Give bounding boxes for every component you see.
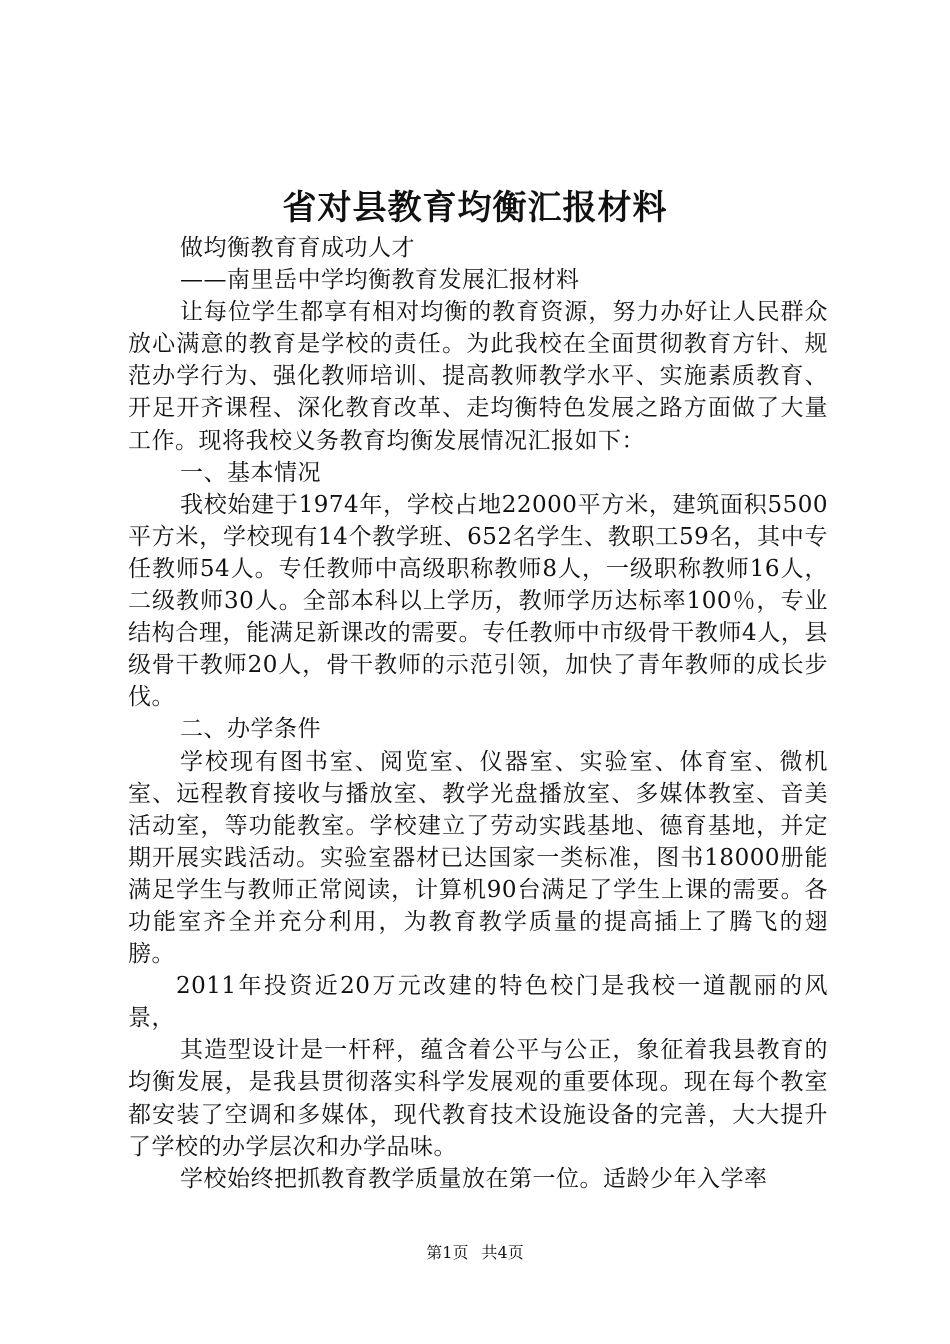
paragraph-quality: 学校始终把抓教育教学质量放在第一位。适龄少年入学率 [180,1165,768,1192]
section-heading-basic: 一、基本情况 [180,459,321,486]
paragraph-basic: 我校始建于1974年，学校占地22000平方米，建筑面积5500平方米，学校现有14个教学班、652名学生、教职工59名，其中专任教师54人。专任教师中高级职称教师8人，一级职称教师16人，二级教师30人。全部本科以上学历，教师学历达标率100％，专业结构合理，能满足新课改的需要。专任教师中市级骨干教师4人，县级骨干教师20人，骨干教师的示范引领，加快了青年教师的成长步伐。 [128,491,828,711]
subtitle: 做均衡教育育成功人才 [180,235,415,261]
page-footer [0,1242,950,1264]
subtitle-source: ——南里岳中学均衡教育发展汇报材料 [180,267,580,294]
page-number: 第1页 [426,1243,469,1262]
paragraph-conditions: 学校现有图书室、阅览室、仪器室、实验室、体育室、微机室、远程教育接收与播放室、教学光盘播放室、多媒体教室、音美活动室，等功能教室。学校建立了劳动实践基地、德育基地，并定期开展实践活动。实验室器材已达国家一类标准，图书18000册能满足学生与教师正常阅读，计算机90台满足了学生上课的需要。各功能室齐全并充分利用，为教育教学质量的提高插上了腾飞的翅膀。 [128,748,828,968]
section-heading-conditions: 二、办学条件 [180,716,321,743]
paragraph-gate-design: 其造型设计是一杆秤，蕴含着公平与公正，象征着我县教育的均衡发展，是我县贯彻落实科学发展观的重要体现。现在每个教室都安装了空调和多媒体，现代教育技术设施设备的完善，大大提升了学校的办学层次和办学品味。 [128,1037,828,1160]
document-body [128,232,828,1195]
page-total: 共4页 [481,1243,524,1262]
paragraph-gate: 2011年投资近20万元改建的特色校门是我校一道靓丽的风景， [128,973,828,1032]
paragraph-intro: 让每位学生都享有相对均衡的教育资源，努力办好让人民群众放心满意的教育是学校的责任。为此我校在全面贯彻教育方针、规范办学行为、强化教师培训、提高教师教学水平、实施素质教育、开足开齐课程、深化教育改革、走均衡特色发展之路方面做了大量工作。现将我校义务教育均衡发展情况汇报如下： [128,299,828,454]
document-title: 省对县教育均衡汇报材料 [282,188,668,228]
